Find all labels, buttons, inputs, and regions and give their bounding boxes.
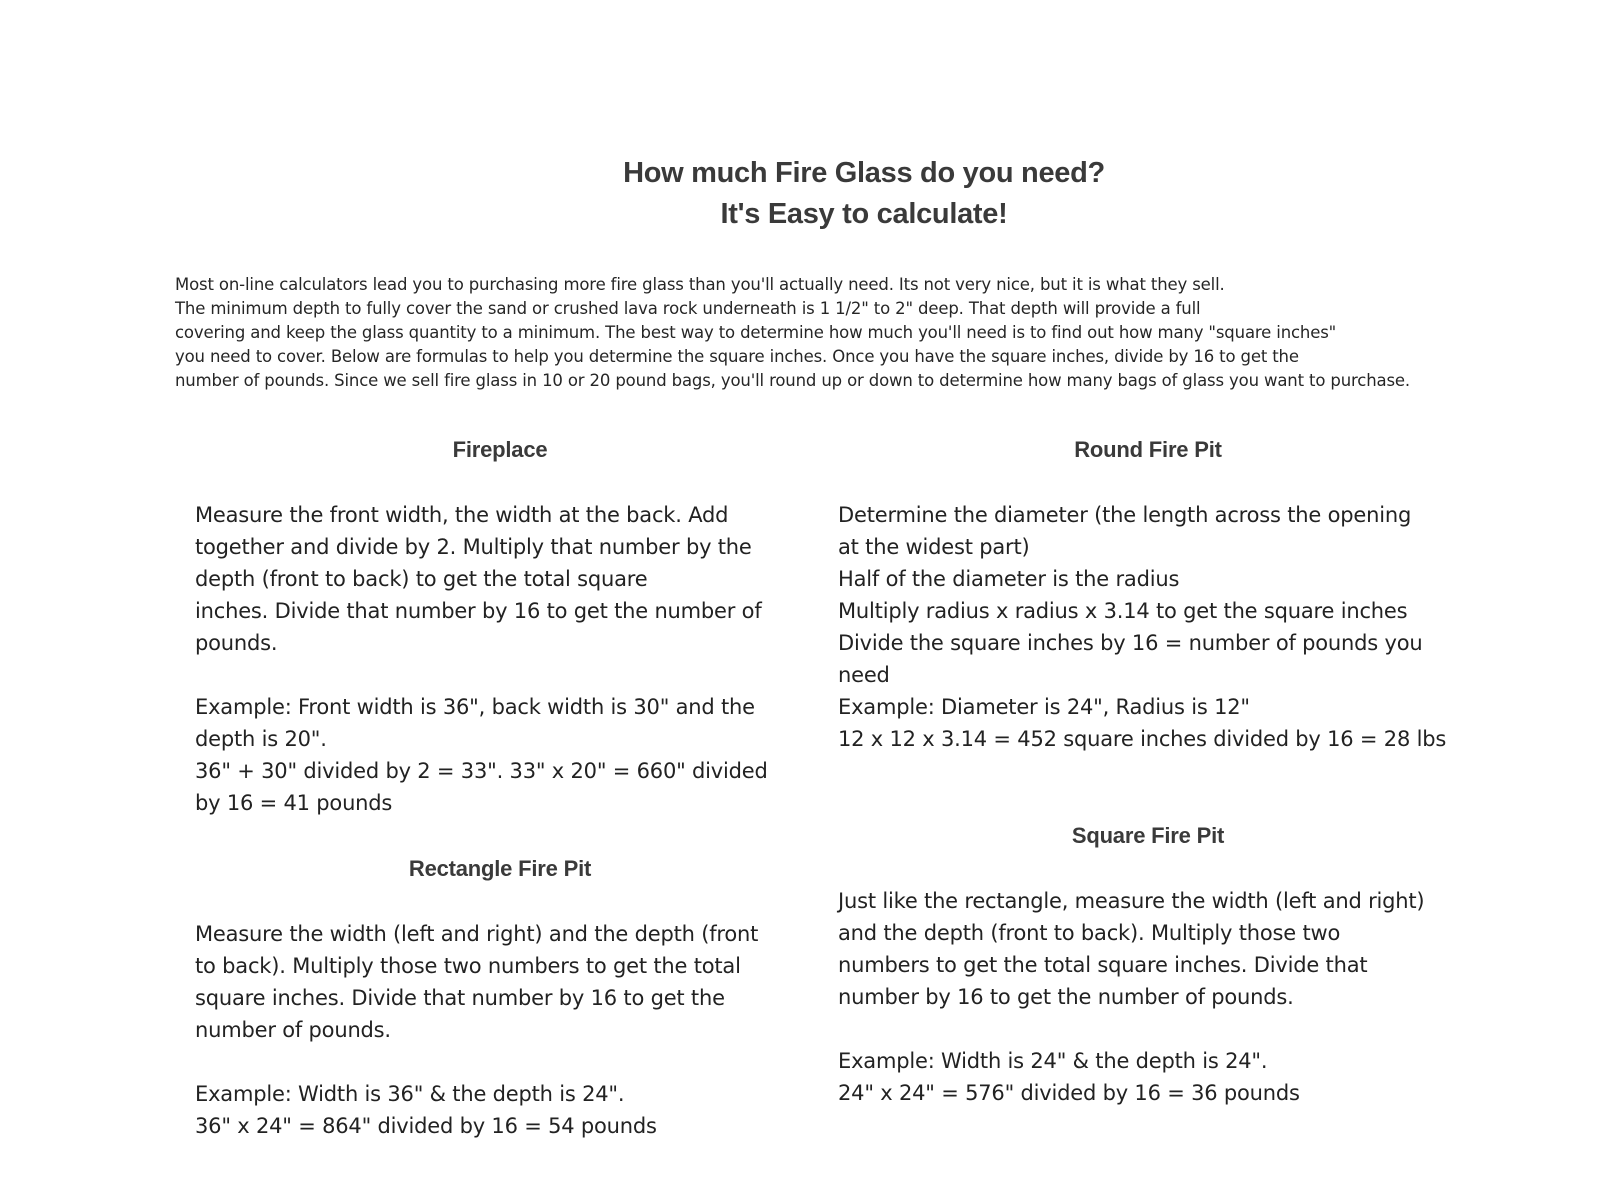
text-line: inches. Divide that number by 16 to get the number of — [195, 599, 762, 623]
text-line: depth (front to back) to get the total square — [195, 567, 648, 591]
rectangle-fire-pit-heading: Rectangle Fire Pit — [408, 856, 592, 881]
round-fire-pit-text — [838, 499, 1446, 755]
text-line: and the depth (front to back). Multiply those two — [838, 921, 1341, 945]
text-line: Example: Width is 36" & the depth is 24". — [195, 1082, 625, 1106]
round-fire-pit-heading: Round Fire Pit — [1074, 437, 1222, 462]
text-line: need — [838, 663, 890, 687]
text-line: by 16 = 41 pounds — [195, 791, 393, 815]
text-line: square inches. Divide that number by 16 to get the — [195, 986, 725, 1010]
intro-paragraph — [175, 273, 1575, 393]
intro-line: number of pounds. Since we sell fire glass in 10 or 20 pound bags, you'll round up or down to determine how many bags of glass you want to purchase. — [175, 371, 1410, 390]
text-line — [838, 1013, 1424, 1045]
text-line: together and divide by 2. Multiply that number by the — [195, 535, 752, 559]
rectangle-fire-pit-section — [195, 856, 805, 1176]
text-line: Just like the rectangle, measure the width (left and right) — [838, 889, 1425, 913]
page-title: How much Fire Glass do you need? — [623, 157, 1105, 189]
text-line: Example: Diameter is 24", Radius is 12" — [838, 695, 1250, 719]
square-fire-pit-text — [838, 885, 1424, 1109]
text-line — [195, 659, 768, 691]
text-line: Divide the square inches by 16 = number of pounds you — [838, 631, 1423, 655]
square-fire-pit-section — [838, 823, 1458, 1143]
text-line: numbers to get the total square inches. Divide that — [838, 953, 1368, 977]
text-line: Example: Front width is 36", back width is 30" and the — [195, 695, 755, 719]
intro-line: The minimum depth to fully cover the sand or crushed lava rock underneath is 1 1/2" to 2" deep. That depth will provide a full — [175, 299, 1201, 318]
text-line: 12 x 12 x 3.14 = 452 square inches divided by 16 = 28 lbs — [838, 727, 1447, 751]
square-fire-pit-heading: Square Fire Pit — [1071, 823, 1225, 848]
fireplace-text — [195, 499, 768, 819]
text-line: Measure the width (left and right) and the depth (front — [195, 922, 759, 946]
text-line: Determine the diameter (the length across the opening — [838, 503, 1412, 527]
text-line: number by 16 to get the number of pounds. — [838, 985, 1294, 1009]
text-line: depth is 20". — [195, 727, 327, 751]
text-line: Multiply radius x radius x 3.14 to get the square inches — [838, 599, 1408, 623]
text-line: Half of the diameter is the radius — [838, 567, 1180, 591]
fireplace-section — [195, 437, 805, 817]
rectangle-fire-pit-text — [195, 918, 758, 1142]
text-line: at the widest part) — [838, 535, 1030, 559]
text-line: 36" + 30" divided by 2 = 33". 33" x 20" = 660" divided — [195, 759, 768, 783]
text-line: to back). Multiply those two numbers to get the total — [195, 954, 741, 978]
text-line: 36" x 24" = 864" divided by 16 = 54 pounds — [195, 1114, 657, 1138]
text-line: Example: Width is 24" & the depth is 24". — [838, 1049, 1268, 1073]
text-line: number of pounds. — [195, 1018, 391, 1042]
intro-line: Most on-line calculators lead you to purchasing more fire glass than you'll actually need. Its not very nice, but it is what they sell. — [175, 275, 1225, 294]
intro-line: you need to cover. Below are formulas to help you determine the square inches. Once you have the square inches, divide by 16 to get the — [175, 347, 1299, 366]
fireplace-heading: Fireplace — [452, 437, 548, 462]
text-line: Measure the front width, the width at the back. Add — [195, 503, 729, 527]
text-line: 24" x 24" = 576" divided by 16 = 36 pounds — [838, 1081, 1300, 1105]
round-fire-pit-section — [838, 437, 1458, 757]
text-line: pounds. — [195, 631, 278, 655]
intro-line: covering and keep the glass quantity to a minimum. The best way to determine how much you'll need is to find out how many "square inches" — [175, 323, 1337, 342]
text-line — [195, 1046, 758, 1078]
page-subtitle: It's Easy to calculate! — [720, 198, 1008, 230]
